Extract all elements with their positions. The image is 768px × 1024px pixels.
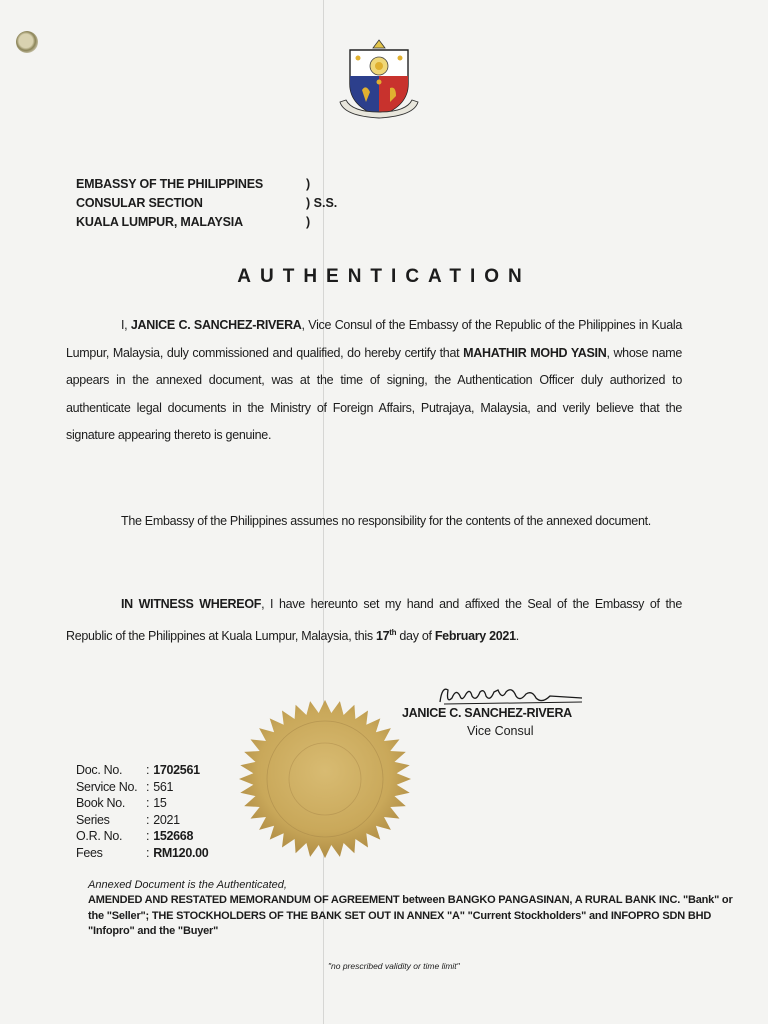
ss-mark: ) S.S. [306, 196, 338, 210]
fee-colon: : [146, 845, 150, 860]
fee-value: 152668 [153, 829, 194, 844]
annex-label: Annexed Document is the Authenticated, [88, 879, 287, 891]
fee-row [76, 762, 208, 779]
fee-label: O.R. No. [76, 829, 123, 844]
address-line-embassy: EMBASSY OF THE PHILIPPINES [76, 177, 263, 191]
fee-value: 15 [153, 796, 167, 811]
fee-value: RM120.00 [153, 845, 209, 860]
fee-colon: : [146, 779, 150, 794]
fee-row [76, 812, 208, 829]
fee-colon: : [146, 796, 150, 811]
fees-block [76, 762, 208, 862]
address-line-city: KUALA LUMPUR, MALAYSIA [76, 215, 243, 229]
fee-label: Fees [76, 845, 103, 860]
address-bracket: ) [306, 215, 311, 229]
fee-row [76, 828, 208, 845]
fee-colon: : [146, 812, 150, 827]
validity-note: "no prescribed validity or time limit" [328, 961, 460, 971]
fee-label: Doc. No. [76, 763, 123, 777]
philippine-coat-of-arms-icon [336, 36, 422, 124]
gold-embassy-seal [228, 691, 422, 867]
fee-label: Service No. [76, 779, 138, 794]
seal-starburst [239, 700, 411, 858]
fee-colon: : [146, 763, 150, 777]
address-bracket: ) [306, 177, 311, 191]
fee-value: 2021 [153, 812, 180, 827]
fee-label: Book No. [76, 796, 126, 811]
document-title: AUTHENTICATION [237, 266, 531, 287]
annexed-document-description: AMENDED AND RESTATED MEMORANDUM OF AGREEMENT between BANGKO PANGASINAN, A RURAL BANK INC. "Bank" or the "Seller"; THE STOCKHOLDERS OF THE BANK SET OUT IN ANNEX "A" "Current Stockholders" and INFOPRO SDN BHD "Infopro" and the "Buyer" [88, 894, 733, 937]
officer-name: MAHATHIR MOHD YASIN [463, 345, 607, 360]
fee-row [76, 779, 208, 796]
certification-paragraph: I, JANICE C. SANCHEZ-RIVERA, Vice Consul of the Embassy of the Republic of the Philippines in Kuala Lumpur, Malaysia, duly commissioned and qualified, do hereby certify that MAHATHIR MOHD YASIN, whose name appears in the annexed document, was at the time of signing, the Authentication Officer duly authorized to authenticate legal documents in the Ministry of Foreign Affairs, Putrajaya, Malaysia, and verily believe that the signature appearing thereto is genuine. [66, 318, 682, 442]
disclaimer-paragraph: The Embassy of the Philippines assumes no responsibility for the contents of the annexed document. [121, 514, 651, 528]
signatory-name: JANICE C. SANCHEZ-RIVERA [402, 706, 572, 720]
fee-value: 561 [153, 779, 174, 794]
fee-label: Series [76, 812, 110, 827]
signatory-title: Vice Consul [467, 724, 534, 738]
witness-paragraph: IN WITNESS WHEREOF, I have hereunto set my hand and affixed the Seal of the Embassy of the Republic of the Philippines at Kuala Lumpur, Malaysia, this 17th day of February 2021. [66, 597, 682, 643]
fee-row [76, 845, 208, 862]
fee-row [76, 795, 208, 812]
staple-hole [16, 31, 38, 53]
address-line-section: CONSULAR SECTION [76, 196, 203, 210]
consul-name: JANICE C. SANCHEZ-RIVERA [130, 318, 302, 332]
fee-colon: : [146, 829, 150, 844]
fee-value: 1702561 [153, 763, 200, 777]
